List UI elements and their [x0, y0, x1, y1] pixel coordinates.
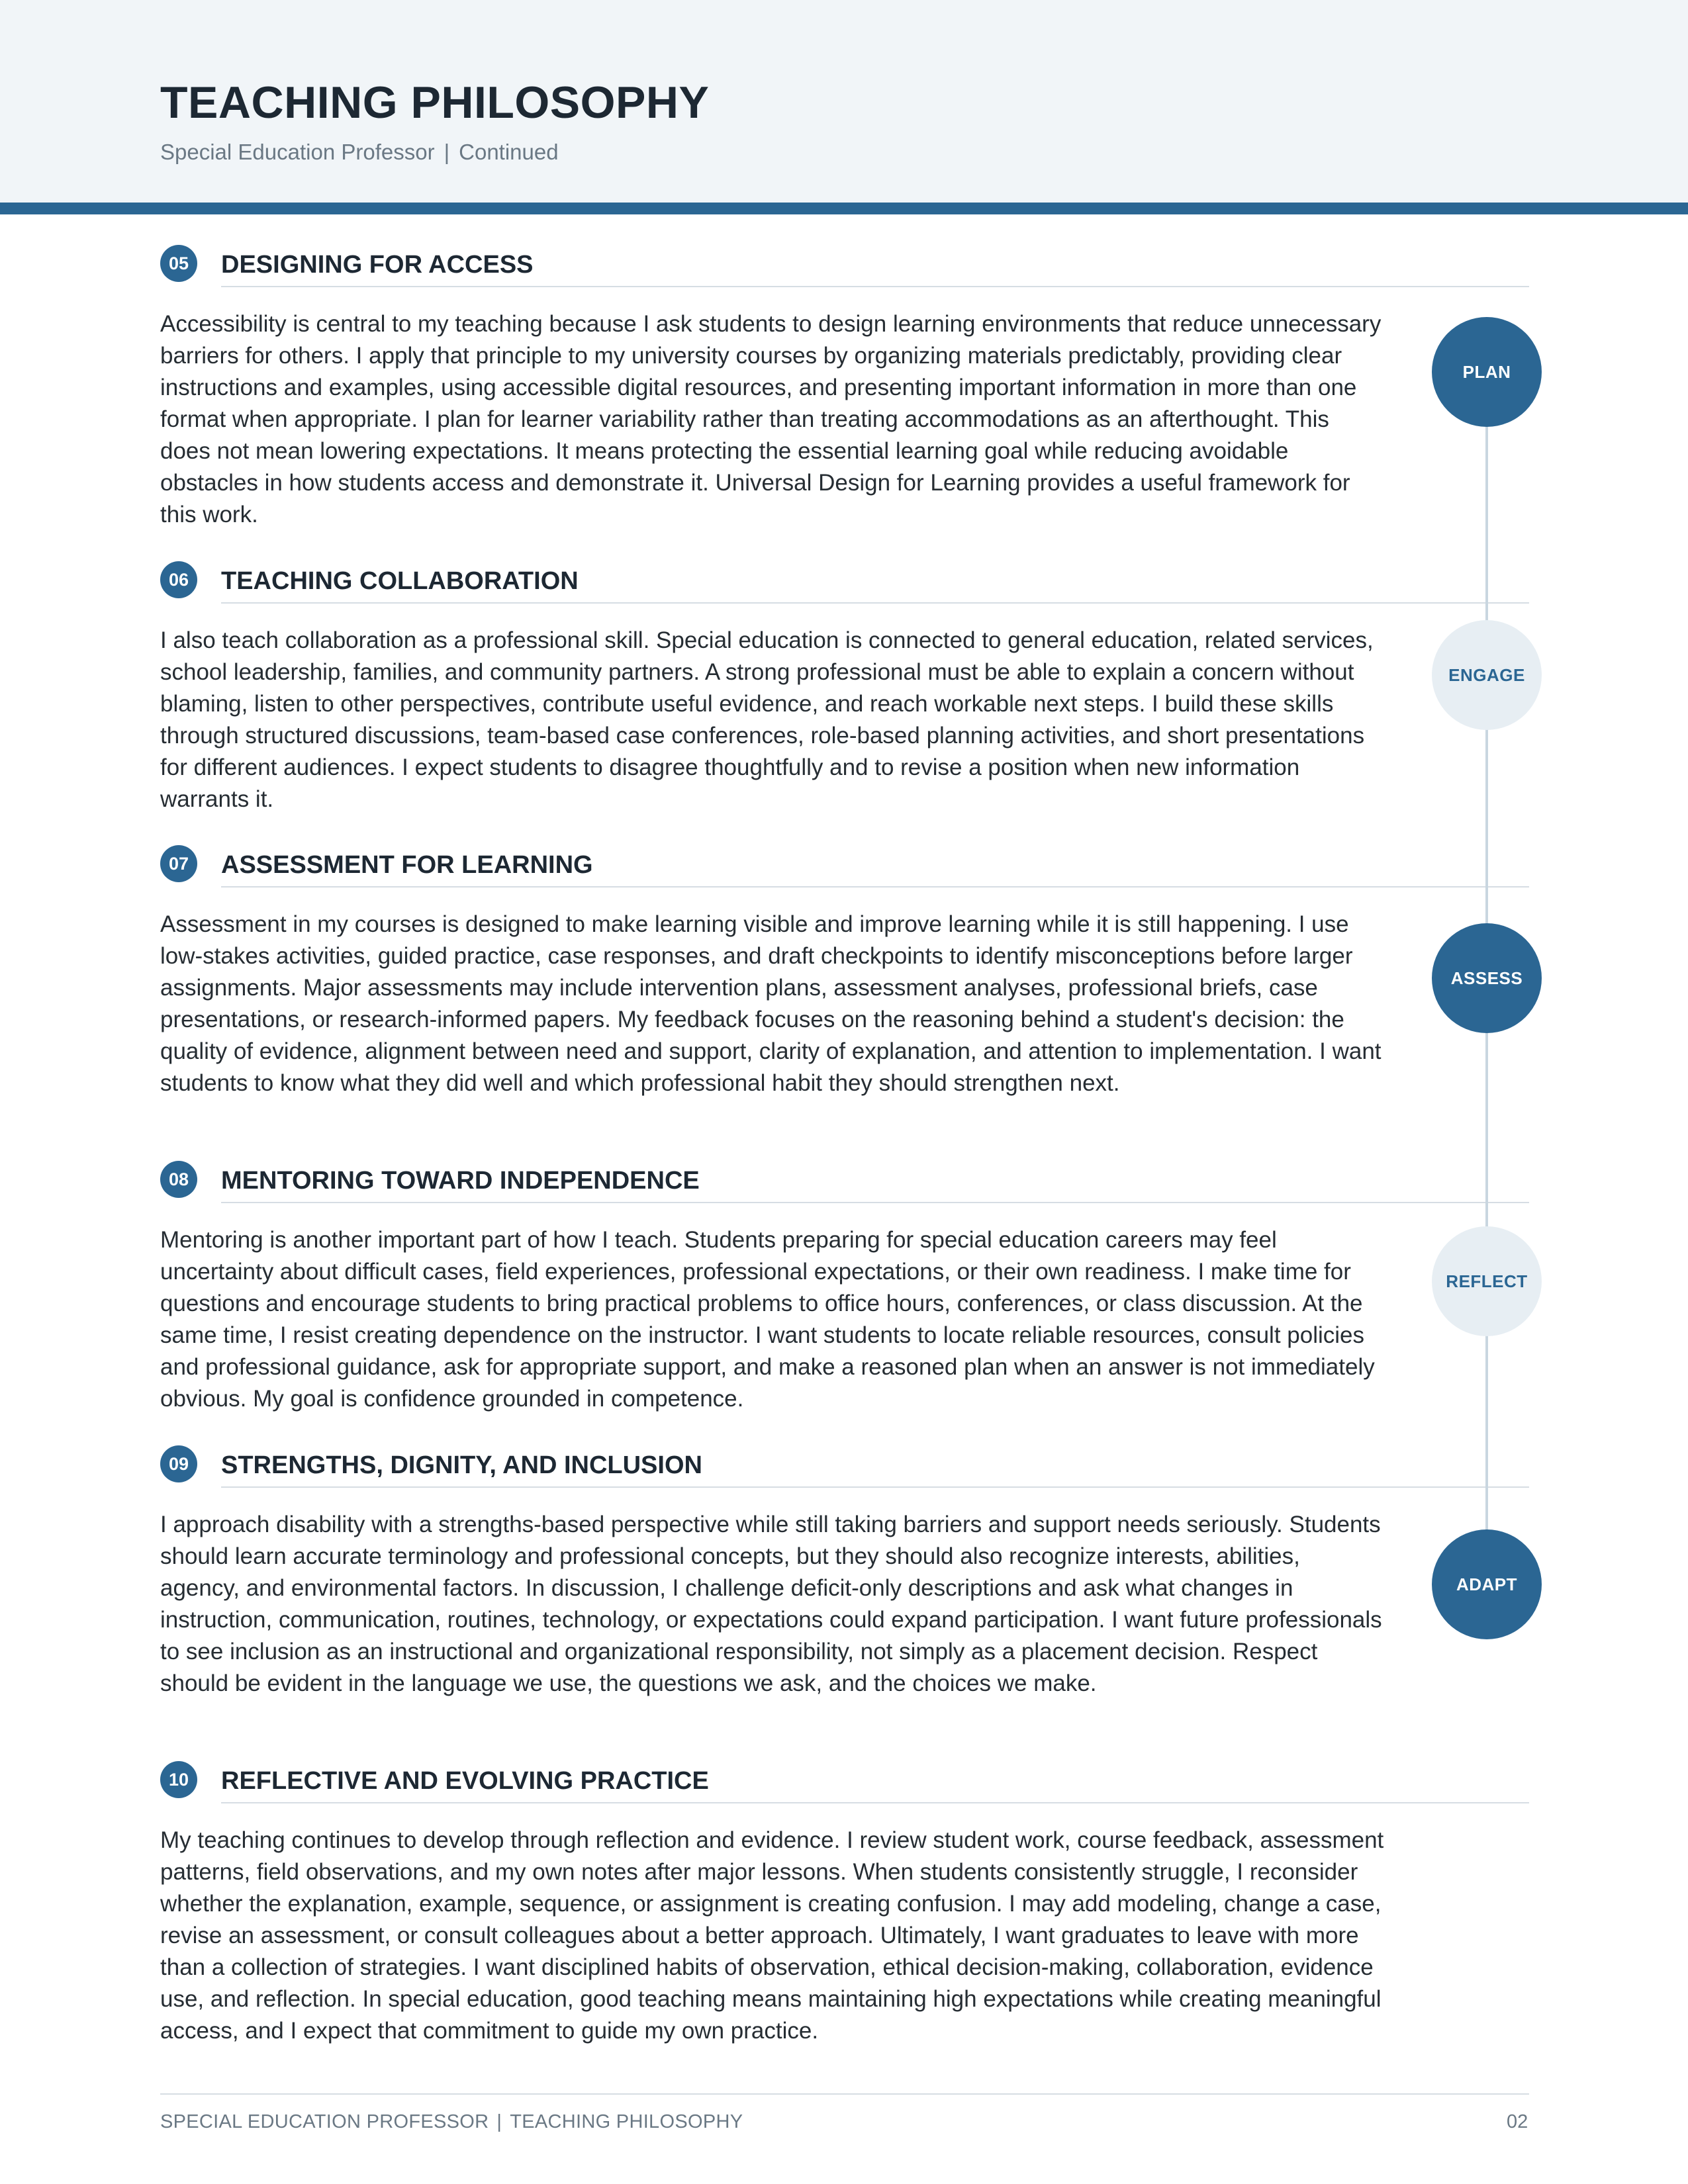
- section-body: Accessibility is central to my teaching because I ask students to design learning environments that reduce unnecessary barriers for others. I apply that principle to my university courses by organizing materials predictably, providing clear instructions and examples, using accessible digital resources, and presenting important information in more than one format when appropriate. I plan for learner variability rather than treating accommodations as an afterthought. This does not mean lowering expectations. It means protecting the essential learning goal while reducing avoidable obstacles in how students access and demonstrate it. Universal Design for Learning provides a useful framework for this work.: [160, 311, 1382, 527]
- timeline-node-assess: ASSESS: [1432, 923, 1542, 1033]
- footer-doc-title: TEACHING PHILOSOPHY: [510, 2111, 743, 2132]
- section-body: Assessment in my courses is designed to make learning visible and improve learning while it is still happening. I use low-stakes activities, guided practice, case responses, and draft checkpoints to identify misconceptions before larger assignments. Major assessments may include intervention plans, assessment analyses, professional briefs, case presentations, or research-informed papers. My feedback focuses on the reasoning behind a student's decision: the quality of evidence, alignment between need and support, clarity of explanation, and attention to implementation. I want students to know what they did well and which professional habit they should strengthen next.: [160, 911, 1382, 1096]
- section-number-badge: 06: [160, 561, 197, 598]
- section-title: STRENGTHS, DIGNITY, AND INCLUSION: [221, 1451, 702, 1479]
- subtitle-status: Continued: [459, 140, 559, 164]
- section-designing-for-access: [160, 245, 1529, 527]
- header-accent-bar: [0, 203, 1688, 214]
- footer-separator: |: [496, 2111, 502, 2132]
- section-heading: [160, 245, 1529, 285]
- section-title: DESIGNING FOR ACCESS: [221, 251, 534, 279]
- section-reflective-evolving-practice: [160, 1761, 1529, 2044]
- page-number: 02: [1507, 2111, 1528, 2132]
- section-heading: [160, 1445, 1529, 1485]
- section-divider: [221, 1486, 1529, 1488]
- section-number-badge: 08: [160, 1161, 197, 1198]
- section-title: ASSESSMENT FOR LEARNING: [221, 851, 593, 879]
- timeline-node-reflect: REFLECT: [1432, 1226, 1542, 1336]
- section-number-badge: 10: [160, 1761, 197, 1798]
- subtitle-separator: |: [444, 140, 450, 164]
- section-heading: [160, 1161, 1529, 1201]
- section-title: REFLECTIVE AND EVOLVING PRACTICE: [221, 1767, 709, 1795]
- section-number-badge: 09: [160, 1445, 197, 1482]
- section-body: Mentoring is another important part of how I teach. Students preparing for special education careers may feel uncertainty about difficult cases, field experiences, professional expectations, or their own readiness. I make time for questions and encourage students to bring practical problems to office hours, conferences, or class discussion. At the same time, I resist creating dependence on the instructor. I want students to locate reliable resources, consult policies and professional guidance, ask for appropriate support, and make a reasoned plan when an answer is not immediately obvious. My goal is confidence grounded in competence.: [160, 1227, 1375, 1412]
- section-heading: [160, 561, 1529, 601]
- footer-divider: [160, 2093, 1529, 2095]
- section-divider: [221, 286, 1529, 287]
- section-divider: [221, 1202, 1529, 1203]
- timeline-node-plan: PLAN: [1432, 317, 1542, 427]
- section-body: My teaching continues to develop through reflection and evidence. I review student work, course feedback, assessment patterns, field observations, and my own notes after major lessons. When students consistently struggle, I reconsider whether the explanation, example, sequence, or assignment is creating confusion. I may add modeling, change a case, revise an assessment, or consult colleagues about a better approach. Ultimately, I want graduates to leave with more than a collection of strategies. I want disciplined habits of observation, ethical decision-making, collaboration, evidence use, and reflection. In special education, good teaching means maintaining high expectations while creating meaningful access, and I expect that commitment to guide my own practice.: [160, 1827, 1384, 2044]
- section-number-badge: 07: [160, 845, 197, 882]
- page-header: [0, 0, 1688, 203]
- subtitle-role: Special Education Professor: [160, 140, 435, 164]
- timeline-node-adapt: ADAPT: [1432, 1529, 1542, 1639]
- page-title: TEACHING PHILOSOPHY: [160, 77, 710, 128]
- section-divider: [221, 1802, 1529, 1803]
- footer-role: SPECIAL EDUCATION PROFESSOR: [160, 2111, 489, 2132]
- section-title: MENTORING TOWARD INDEPENDENCE: [221, 1167, 700, 1195]
- timeline-node-engage: ENGAGE: [1432, 620, 1542, 730]
- section-assessment-for-learning: [160, 845, 1529, 1096]
- section-body: I also teach collaboration as a professional skill. Special education is connected to general education, related services, school leadership, families, and community partners. A strong professional must be able to explain a concern without blaming, listen to other perspectives, contribute useful evidence, and reach workable next steps. I build these skills through structured discussions, team-based case conferences, role-based planning activities, and short presentations for different audiences. I expect students to disagree thoughtfully and to revise a position when new information warrants it.: [160, 627, 1374, 812]
- footer-running-title: [160, 2111, 743, 2133]
- section-number-badge: 05: [160, 245, 197, 282]
- section-heading: [160, 1761, 1529, 1801]
- section-heading: [160, 845, 1529, 885]
- section-divider: [221, 602, 1529, 604]
- section-title: TEACHING COLLABORATION: [221, 567, 579, 595]
- section-body: I approach disability with a strengths-based perspective while still taking barriers and support needs seriously. Students should learn accurate terminology and professional concepts, but they should also recognize interests, abilities, agency, and environmental factors. In discussion, I challenge deficit-only descriptions and ask what changes in instruction, communication, routines, technology, or expectations could expand participation. I want future professionals to see inclusion as an instructional and organizational responsibility, not simply as a placement decision. Respect should be evident in the language we use, the questions we ask, and the choices we make.: [160, 1512, 1382, 1696]
- page-subtitle: [160, 140, 559, 165]
- section-divider: [221, 886, 1529, 887]
